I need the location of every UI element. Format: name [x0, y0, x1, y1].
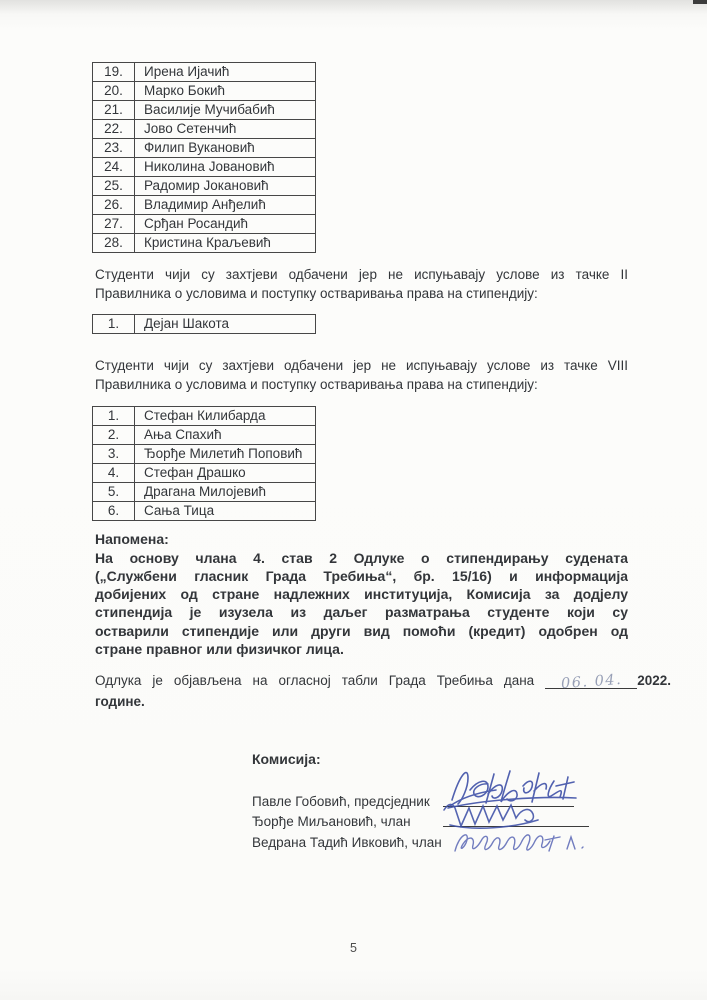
note-line: стране правног или физичког лица. [95, 640, 344, 657]
student-name: Дејан Шакота [144, 316, 230, 331]
row-number: 5. [93, 483, 135, 501]
student-name: Срђан Росандић [144, 216, 249, 231]
student-name: Василије Мучибабић [144, 102, 275, 117]
row-number: 6. [93, 502, 135, 520]
commission-member-name: Ведрана Тадић Ивковић, члан [252, 835, 442, 851]
table-row [93, 63, 315, 81]
row-number: 2. [93, 426, 135, 444]
table-row [93, 157, 315, 176]
students-table-continued [92, 62, 316, 253]
handwritten-date: 06. 04. [560, 671, 623, 692]
table-row [93, 176, 315, 195]
table-row [93, 233, 315, 252]
student-name: Николина Јовановић [144, 159, 275, 174]
table-row [93, 425, 315, 444]
row-number: 4. [93, 464, 135, 482]
note-body [95, 549, 628, 659]
table-row [93, 214, 315, 233]
publication-line-2: године. [95, 694, 145, 709]
row-number: 1. [93, 407, 135, 425]
paragraph-rejected-point-8 [95, 357, 628, 394]
publication-line-1 [95, 671, 671, 692]
student-name: Ирена Ијачић [144, 64, 230, 79]
student-name: Стефан Килибарда [144, 408, 266, 423]
student-name: Марко Бокић [144, 83, 226, 98]
row-number: 1. [93, 315, 135, 333]
commission-heading: Комисија: [252, 751, 321, 767]
scan-corner-artifact [693, 0, 707, 4]
table-row [93, 81, 315, 100]
signature-president-ink [448, 771, 576, 808]
note-heading: Напомена: [95, 531, 169, 547]
row-number: 20. [93, 82, 135, 100]
paragraph-line: Студенти чији су захтјеви одбачени јер не испуњавају услове из тачке II [95, 267, 628, 282]
commission-member-name: Ђорђе Миљановић, члан [252, 814, 411, 830]
table-row [93, 195, 315, 214]
student-name: Ђорђе Милетић Поповић [144, 446, 303, 461]
note-line: На основу члана 4. став 2 Одлуке о стипендирању судената [95, 549, 628, 566]
student-name: Стефан Драшко [144, 465, 246, 480]
table-row [93, 119, 315, 138]
student-name: Радомир Јокановић [144, 178, 269, 193]
publication-year: 2022. [637, 673, 671, 688]
row-number: 24. [93, 158, 135, 176]
signatures-ink [430, 756, 610, 861]
row-number: 26. [93, 196, 135, 214]
rejected-point-8-table [92, 406, 316, 521]
paragraph-line: Правилника о условима и поступку остваривања права на стипендију: [95, 376, 538, 392]
row-number: 28. [93, 234, 135, 252]
student-name: Владимир Анђелић [144, 197, 266, 212]
signature-member-1-ink [444, 804, 538, 828]
student-name: Филип Вукановић [144, 140, 255, 155]
publication-statement [95, 671, 671, 711]
student-name: Кристина Краљевић [144, 235, 271, 250]
row-number: 23. [93, 139, 135, 157]
paragraph-line: Студенти чији су захтјеви одбачени јер не испуњавају услове из тачке VIII [95, 358, 628, 373]
student-name: Сања Тица [144, 503, 215, 518]
row-number: 27. [93, 215, 135, 233]
scan-edge-shadow [0, 0, 707, 14]
signature-member-2-ink [455, 835, 583, 851]
row-number: 3. [93, 445, 135, 463]
row-number: 21. [93, 101, 135, 119]
note-section [95, 530, 628, 658]
table-row [93, 463, 315, 482]
note-line: стипендија је изузела из даљег разматрања студенте који су [95, 604, 628, 621]
row-number: 19. [93, 63, 135, 81]
table-row [93, 100, 315, 119]
student-name: Драгана Милојевић [144, 484, 267, 499]
row-number: 25. [93, 177, 135, 195]
date-blank-line [545, 671, 637, 692]
note-line: добијених од стране надлежних институција, Комисија за додјелу [95, 586, 628, 603]
paragraph-line: Правилника о условима и поступку остваривања права на стипендију: [95, 285, 538, 301]
table-row [93, 501, 315, 520]
table-row [93, 444, 315, 463]
table-row [93, 138, 315, 157]
table-row [93, 407, 315, 425]
table-row [93, 482, 315, 501]
publication-text: Одлука је објављена на огласној табли Града Требиња дана [95, 673, 535, 688]
student-name: Ања Спахић [144, 427, 222, 442]
table-row [93, 315, 315, 333]
page-number: 5 [350, 941, 357, 955]
student-name: Јово Сетенчић [144, 121, 237, 136]
note-line: остварили стипендије или други вид помоћи (кредит) одобрен од [95, 622, 628, 639]
note-line: („Службени гласник Града Требиња“, бр. 15/16) и информација [95, 567, 628, 584]
commission-member-name: Павле Гобовић, предсједник [252, 793, 430, 809]
row-number: 22. [93, 120, 135, 138]
paragraph-rejected-point-2 [95, 266, 628, 303]
rejected-point-2-table [92, 314, 316, 334]
